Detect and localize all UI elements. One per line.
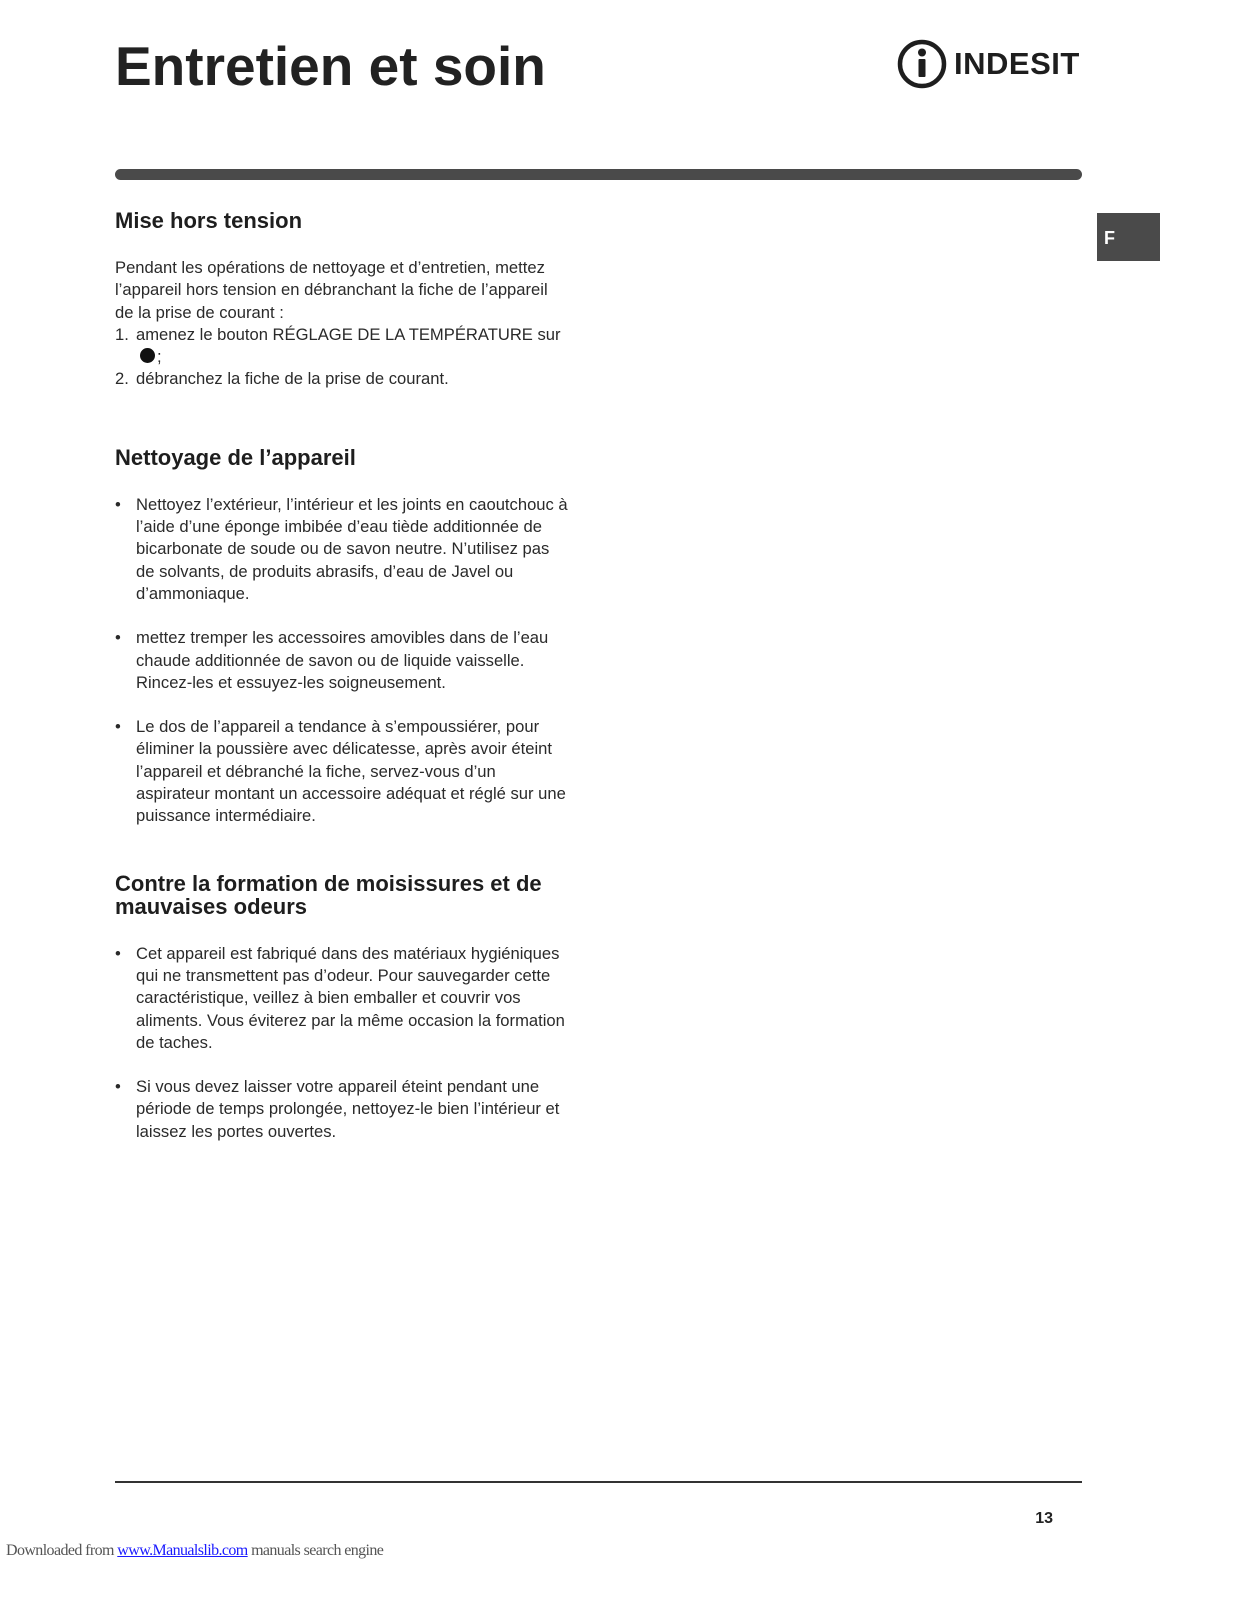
language-tab: F [1097, 213, 1160, 261]
list-item [115, 943, 570, 1054]
bullet-text: Cet appareil est fabriqué dans des matériaux hygiéniques qui ne transmettent pas d’odeur. Pour sauvegarder cette caractéristique, veillez à bien emballer et couvrir vos aliments. Vous éviterez par la même occasion la formation de taches. [136, 943, 565, 1052]
section-heading: Mise hors tension [115, 208, 303, 233]
bullet-icon: • [115, 943, 121, 963]
brand-name: INDESIT [954, 46, 1080, 81]
bullet-text: Le dos de l’appareil a tendance à s’empoussiérer, pour éliminer la poussière avec délicatesse, après avoir éteint l’appareil et débranché la fiche, servez-vous d’un aspirateur montant un accessoire adéquat et réglé sur une puissance intermédiaire. [136, 717, 566, 826]
main-content [115, 205, 570, 1143]
list-item [115, 368, 570, 390]
section-mise-hors-tension [115, 209, 570, 391]
page-number: 13 [1035, 1510, 1053, 1527]
steps-list [115, 324, 570, 391]
bullet-text: Si vous devez laisser votre appareil éteint pendant une période de temps prolongée, nettoyez-le bien l’intérieur et laissez les portes ouvertes. [136, 1077, 560, 1141]
step-text-end: ; [157, 347, 162, 367]
list-item [115, 716, 570, 827]
step-text: débranchez la fiche de la prise de courant. [136, 369, 449, 389]
page-title: Entretien et soin [115, 35, 546, 97]
footer-prefix: Downloaded from [6, 1542, 114, 1559]
footer-suffix: manuals search engine [251, 1542, 384, 1559]
section-moisissures [115, 872, 570, 1143]
step-number: 2. [115, 369, 129, 389]
bullet-icon: • [115, 628, 121, 648]
footer-divider [115, 1481, 1082, 1483]
section-heading: Nettoyage de l’appareil [115, 444, 356, 470]
list-item [115, 627, 570, 694]
step-text: amenez le bouton RÉGLAGE DE LA TEMPÉRATURE sur [136, 324, 561, 344]
section-heading: Contre la formation de moisissures et de mauvaises odeurs [115, 870, 542, 919]
section-intro: Pendant les opérations de nettoyage et d’entretien, mettez l’appareil hors tension en débranchant la fiche de l’appareil de la prise de courant : [115, 258, 548, 322]
list-item [115, 494, 570, 605]
section-nettoyage [115, 446, 570, 828]
bullet-text: Nettoyez l’extérieur, l’intérieur et les joints en caoutchouc à l’aide d’une éponge imbibée d’eau tiède additionnée de bicarbonate de soude ou de savon neutre. N’utilisez pas de solvants, de produits abrasifs, d’eau de Javel ou d’ammoniaque. [136, 494, 568, 603]
list-item [115, 324, 570, 369]
list-item [115, 1076, 570, 1143]
bullet-list [115, 943, 570, 1143]
step-number: 1. [115, 324, 129, 344]
bullet-text: mettez tremper les accessoires amovibles dans de l’eau chaude additionnée de savon ou de liquide vaisselle. Rincez-les et essuyez-les soigneusement. [136, 628, 549, 692]
indesit-logo-icon [896, 38, 948, 90]
off-position-dot-icon [140, 348, 155, 363]
brand-logo [896, 38, 1086, 90]
header-divider [115, 169, 1082, 180]
bullet-list [115, 494, 570, 828]
download-footer [6, 1542, 383, 1560]
manualslib-link[interactable]: www.Manualslib.com [117, 1542, 248, 1559]
bullet-icon: • [115, 717, 121, 737]
bullet-icon: • [115, 1077, 121, 1097]
bullet-icon: • [115, 494, 121, 514]
